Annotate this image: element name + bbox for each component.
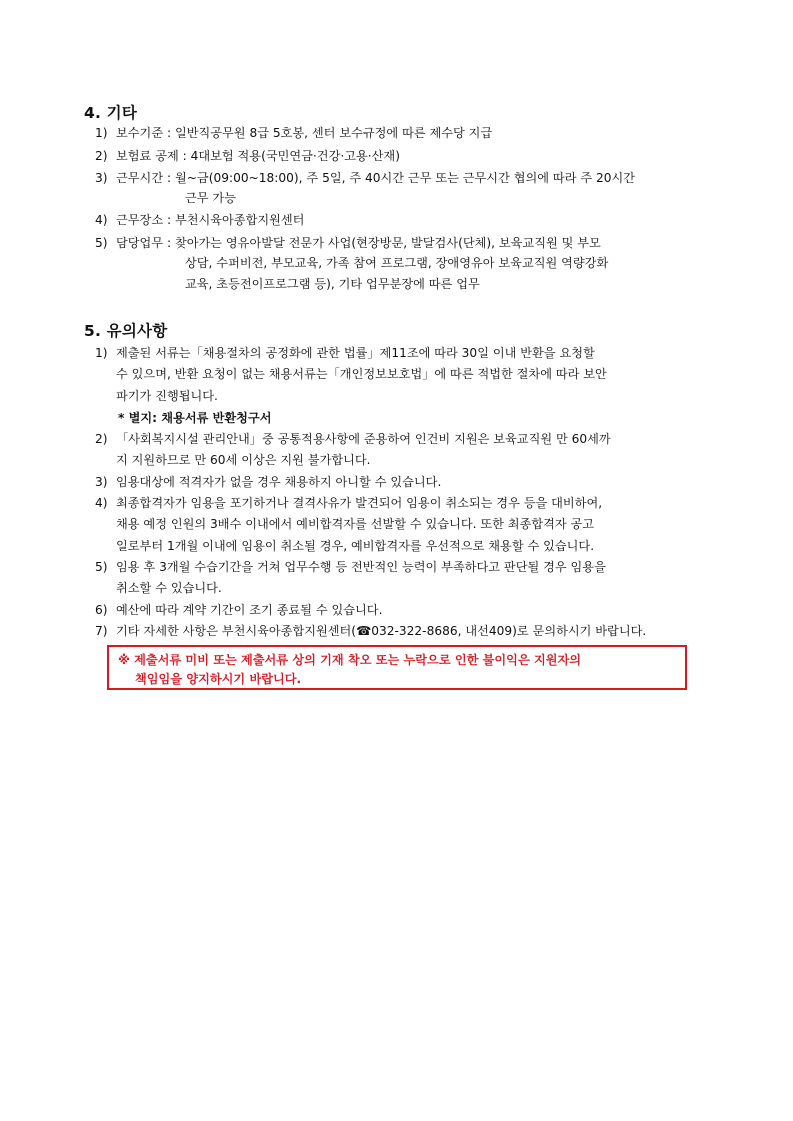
section-4-item-5-line-3: 교육, 초등전이프로그램 등), 기타 업무분장에 따른 업무 [185,277,480,291]
warning-notice-line-1: ※ 제출서류 미비 또는 제출서류 상의 기재 착오 또는 누락으로 인한 불이익은 지원자의 [118,653,582,667]
item-number: 4) [95,496,108,510]
section-5-item-4-line-2: 채용 예정 인원의 3배수 이내에서 예비합격자를 선발할 수 있습니다. 또한 최종합격자 공고 [116,517,595,531]
section-4-item-2-line-1: 보험료 공제 : 4대보험 적용(국민연금·건강·고용·산재) [116,149,400,163]
item-number: 7) [95,624,108,638]
item-number: 3) [95,475,108,489]
item-number: 6) [95,603,108,617]
section-5-item-4-line-3: 일로부터 1개월 이내에 임용이 취소될 경우, 예비합격자를 우선적으로 채용할 수 있습니다. [116,539,595,553]
item-number: 1) [95,346,108,360]
section-5-item-3-line-1: 임용대상에 적격자가 없을 경우 채용하지 아니할 수 있습니다. [116,475,442,489]
section-5-title: 5. 유의사항 [84,322,168,340]
section-5-item-7-line-1: 기타 자세한 사항은 부천시육아종합지원센터(☎032-322-8686, 내선409)로 문의하시기 바랍니다. [116,624,647,638]
section-5-item-6-line-1: 예산에 따라 계약 기간이 조기 종료될 수 있습니다. [116,603,383,617]
item-number: 5) [95,236,108,250]
section-5-item-1-line-1: 제출된 서류는「채용절차의 공정화에 관한 법률」제11조에 따라 30일 이내 반환을 요청할 [116,346,595,360]
item-number: 2) [95,149,108,163]
section-5-item-5-line-1: 임용 후 3개월 수습기간을 거쳐 업무수행 등 전반적인 능력이 부족하다고 판단될 경우 임용을 [116,560,606,574]
section-4-item-5-line-1: 담당업무 : 찾아가는 영유아발달 전문가 사업(현장방문, 발달검사(단체), 보육교직원 및 부모 [116,236,601,250]
item-number: 4) [95,213,108,227]
section-4-title: 4. 기타 [84,104,138,122]
attachment-note: * 별지: 채용서류 반환청구서 [118,411,272,425]
section-4-item-3-line-2: 근무 가능 [185,191,236,205]
item-number: 2) [95,432,108,446]
item-number: 3) [95,171,108,185]
section-5-item-5-line-2: 취소할 수 있습니다. [116,581,222,595]
section-5-item-4-line-1: 최종합격자가 임용을 포기하거나 결격사유가 발견되어 임용이 취소되는 경우 등을 대비하여, [116,496,603,510]
section-4-item-5-line-2: 상담, 수퍼비전, 부모교육, 가족 참여 프로그램, 장애영유아 보육교직원 역량강화 [185,256,609,270]
warning-notice-box [107,645,687,690]
item-number: 1) [95,126,108,140]
section-5-item-2-line-1: 「사회복지시설 관리안내」중 공통적용사항에 준용하여 인건비 지원은 보육교직원 만 60세까 [116,432,611,446]
section-4-item-4-line-1: 근무장소 : 부천시육아종합지원센터 [116,213,305,227]
section-4-item-1-line-1: 보수기준 : 일반직공무원 8급 5호봉, 센터 보수규정에 따른 제수당 지급 [116,126,493,140]
section-5-item-2-line-2: 지 지원하므로 만 60세 이상은 지원 불가합니다. [116,453,371,467]
item-number: 5) [95,560,108,574]
warning-notice-line-2: 책임임을 양지하시기 바랍니다. [135,672,302,686]
section-5-item-1-line-2: 수 있으며, 반환 요청이 없는 채용서류는「개인정보보호법」에 따른 적법한 절차에 따라 보안 [116,367,607,381]
section-5-item-1-line-3: 파기가 진행됩니다. [116,389,218,403]
section-4-item-3-line-1: 근무시간 : 월~금(09:00~18:00), 주 5일, 주 40시간 근무 또는 근무시간 협의에 따라 주 20시간 [116,171,636,185]
